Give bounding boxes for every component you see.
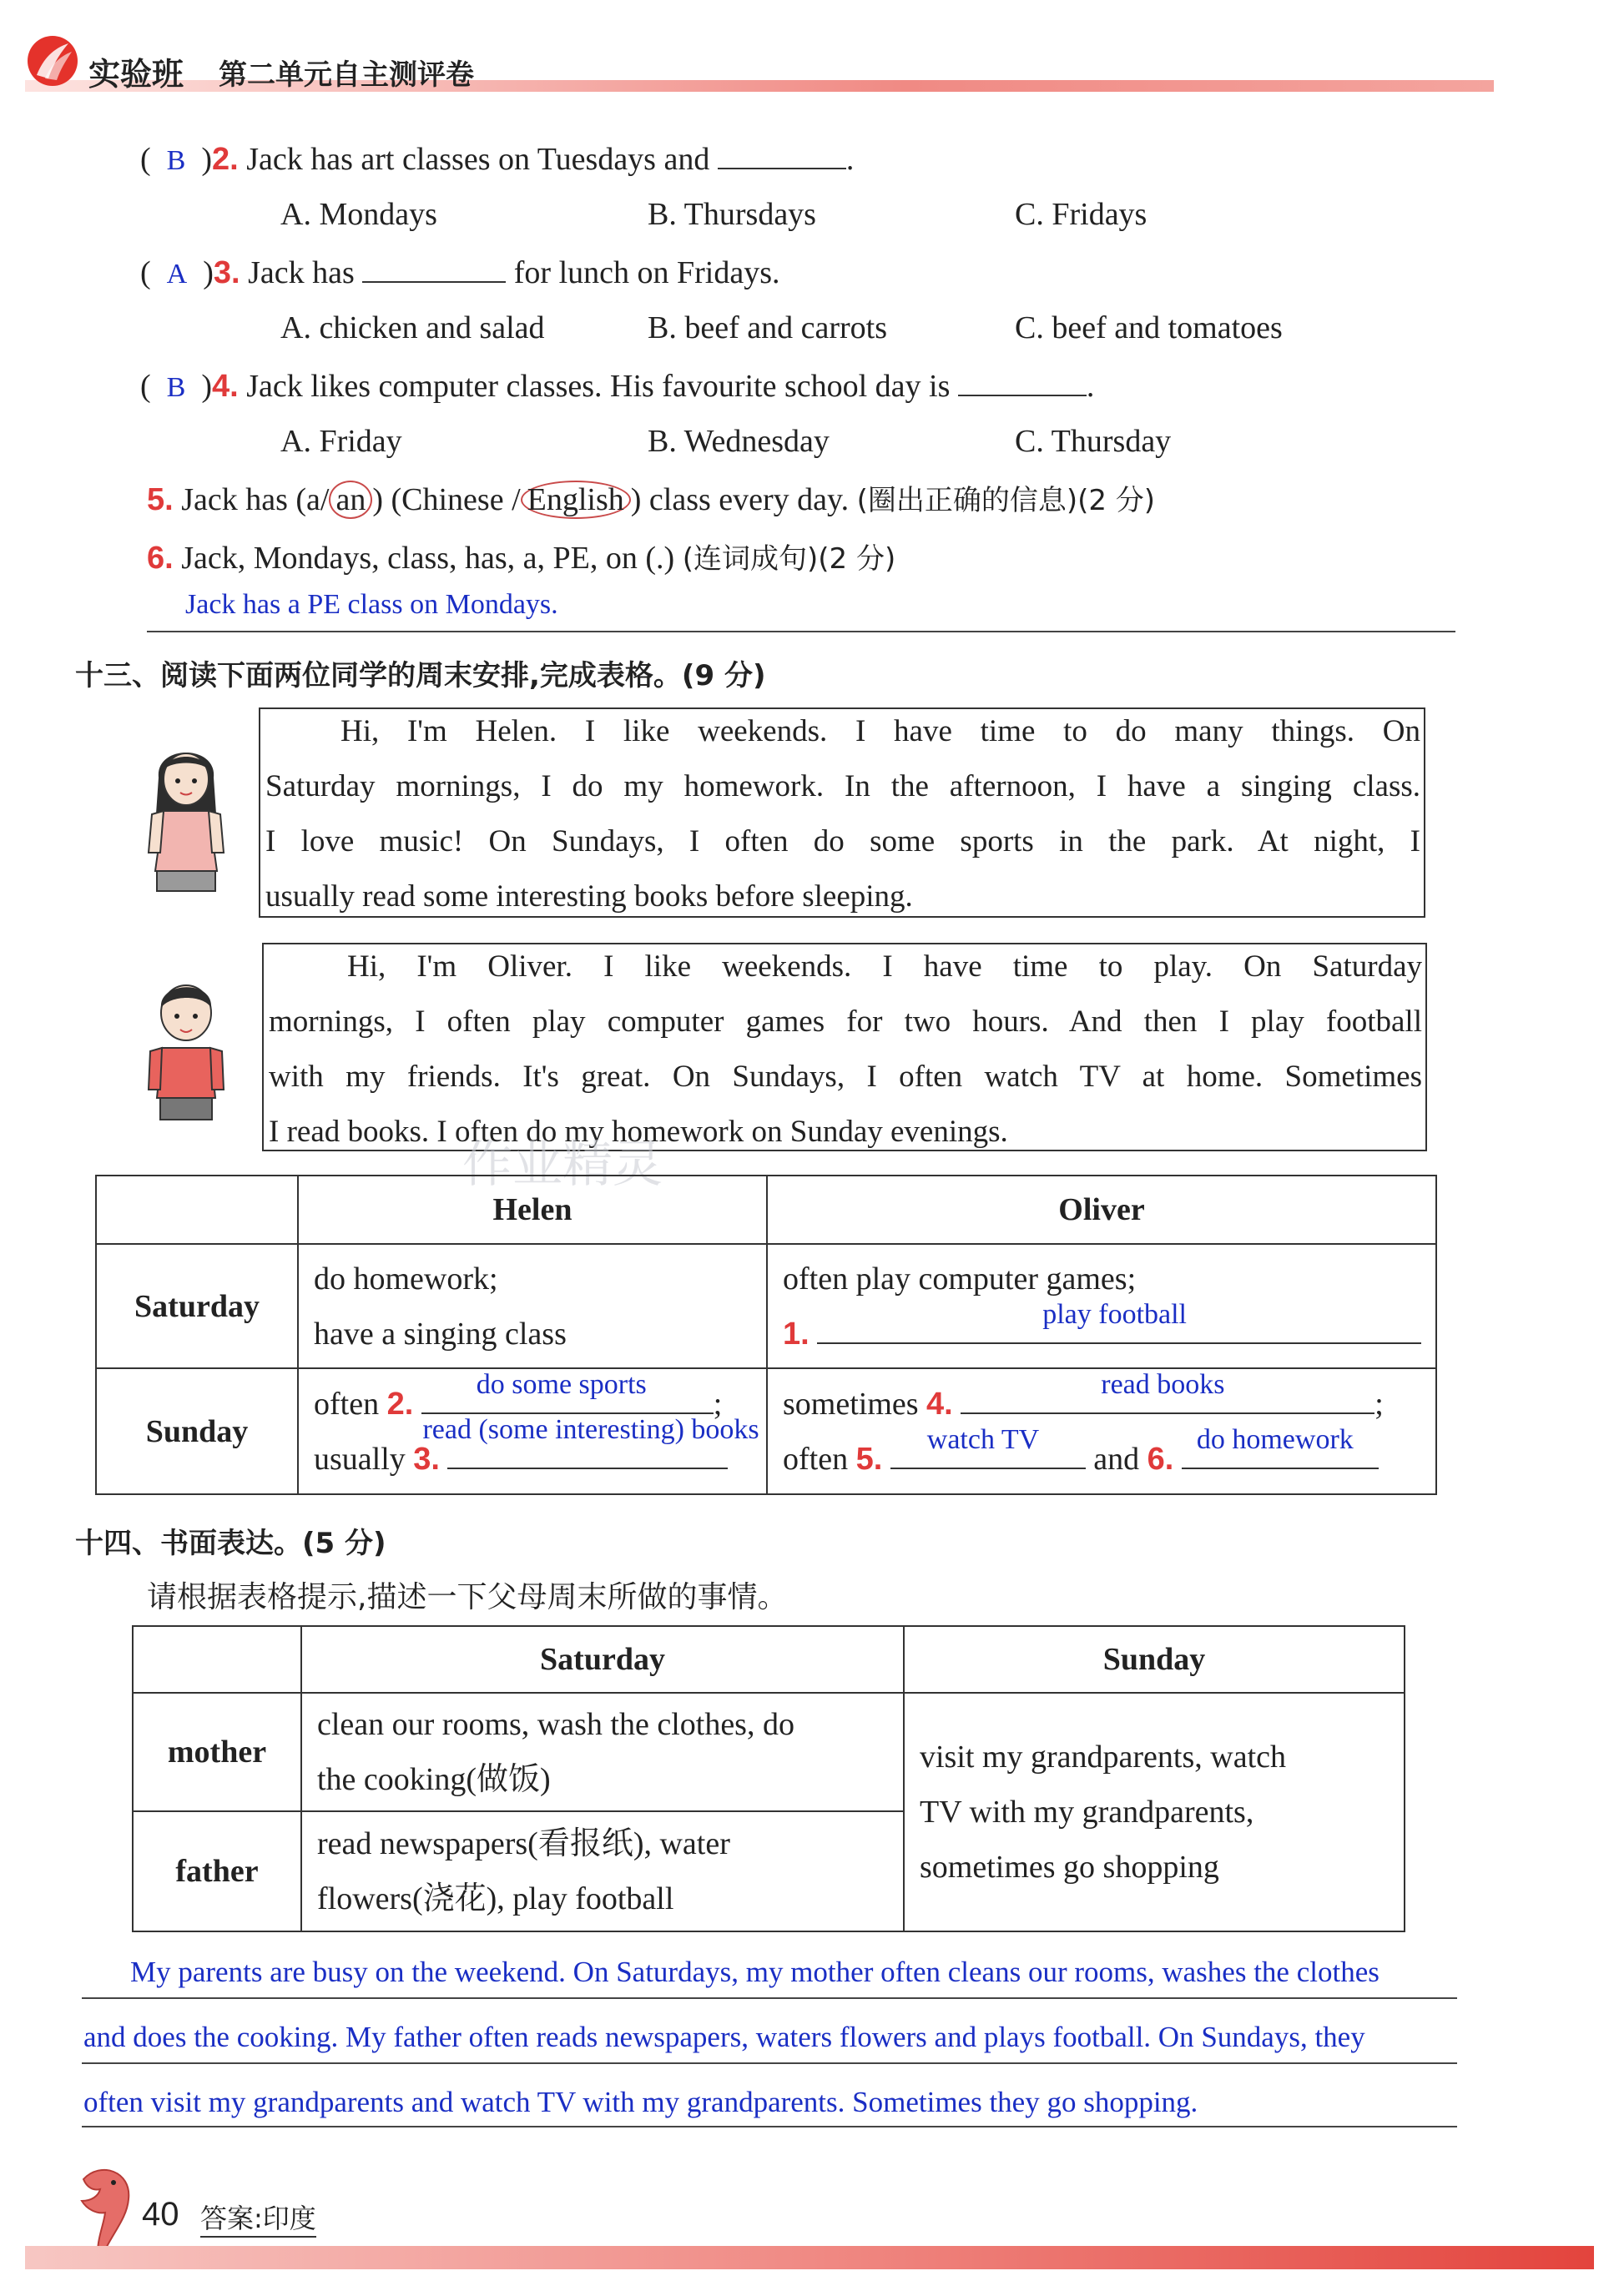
helen-line-1: Hi, I'm Helen. I like weekends. I have time to do many things. On — [340, 714, 1420, 748]
mother-sat-line-1: clean our rooms, wash the clothes, do — [317, 1707, 794, 1742]
weekend-table-corner — [96, 1176, 298, 1244]
sometimes-label: sometimes — [783, 1386, 919, 1422]
oliver-illustration — [140, 964, 232, 1123]
answer-5: watch TV — [926, 1423, 1040, 1455]
oliver-passage — [269, 939, 1422, 1160]
q2-post: . — [845, 142, 855, 177]
q4-blank — [958, 395, 1087, 396]
brand-logo-icon — [25, 33, 80, 88]
blank-5 — [890, 1423, 1086, 1469]
helen-line-4: usually read some interesting books before sleeping. — [265, 879, 913, 914]
col-helen: Helen — [298, 1176, 767, 1244]
helen-sun-line-1: often 2. do some sports ; — [314, 1368, 723, 1422]
question-5 — [147, 484, 1155, 516]
question-6 — [147, 542, 895, 574]
page-number: 40 — [142, 2196, 179, 2233]
q6-text: Jack, Mondays, class, has, a, PE, on (.) — [181, 541, 675, 576]
blank-4-number: 4. — [926, 1386, 953, 1422]
row-saturday: Saturday — [96, 1244, 298, 1368]
blank-1 — [817, 1298, 1421, 1344]
question-3: ( A )3. Jack has for lunch on Fridays. — [140, 255, 780, 290]
helen-line-3: I love music! On Sundays, I often do some sports in the park. At night, I — [265, 824, 1420, 858]
q6-answer: Jack has a PE class on Mondays. — [185, 589, 558, 620]
mother-saturday-cell — [301, 1693, 904, 1811]
oliver-line-4: I read books. I often do my homework on Sunday evenings. — [269, 1115, 1008, 1149]
oliver-sun-line-1: sometimes 4. read books ; — [783, 1368, 1384, 1422]
answer-4: read books — [1101, 1368, 1225, 1400]
composition-line-2: and does the cooking. My father often reads newspapers, waters flowers and plays football. On Sundays, they — [83, 2021, 1365, 2053]
oliver-sunday-cell — [767, 1368, 1436, 1494]
helen-saturday-cell — [298, 1244, 767, 1368]
often2-label: often — [783, 1441, 849, 1477]
answer-3: read (some interesting) books — [422, 1413, 759, 1445]
helen-sat-line-2: have a singing class — [314, 1316, 567, 1352]
section-14-instruction: 请根据表格提示,描述一下父母周末所做的事情。 — [147, 1580, 788, 1614]
q3-option-b: B. beef and carrots — [648, 310, 887, 345]
blank-2-number: 2. — [386, 1386, 414, 1422]
and-label: and — [1093, 1441, 1140, 1477]
father-sat-line-1: read newspapers(看报纸), water — [317, 1826, 730, 1861]
blank-1-number: 1. — [783, 1316, 810, 1352]
oliver-sun-line-2 — [783, 1423, 1435, 1487]
usually-label: usually — [314, 1441, 406, 1477]
sun-line-1: visit my grandparents, watch — [920, 1740, 1287, 1775]
composition-line-3: often visit my grandparents and watch TV with my grandparents. Sometimes they go shopping. — [83, 2086, 1198, 2118]
q4-option-b: B. Wednesday — [648, 424, 830, 459]
composition-rule-1 — [82, 1997, 1457, 1999]
parents-table — [132, 1625, 1405, 1932]
q4-option-c: C. Thursday — [1015, 424, 1172, 459]
blank-3-number: 3. — [413, 1441, 440, 1477]
q6-number: 6. — [147, 541, 174, 576]
answer-6: do homework — [1196, 1423, 1354, 1455]
q4-post: . — [1086, 369, 1095, 404]
row-sunday: Sunday — [96, 1368, 298, 1494]
mother-sat-line-2: the cooking(做饭) — [317, 1762, 551, 1797]
section-14-title: 十四、书面表达。(5 分) — [75, 1527, 386, 1560]
sun-line-3: sometimes go shopping — [920, 1850, 1219, 1885]
oliver-saturday-cell — [767, 1244, 1436, 1368]
q3-option-a: A. chicken and salad — [280, 310, 545, 345]
father-saturday-cell — [301, 1811, 904, 1931]
oliver-sat-line-2 — [783, 1298, 1435, 1362]
q2-number: 2. — [212, 142, 239, 177]
col-oliver: Oliver — [767, 1176, 1436, 1244]
composition-rule-3 — [82, 2126, 1457, 2127]
question-4: ( B )4. Jack likes computer classes. His favourite school day is . — [140, 369, 1095, 404]
q5-circled-an: an — [329, 481, 372, 519]
answer-1: play football — [1042, 1298, 1187, 1330]
row-father: father — [133, 1811, 301, 1931]
col-sunday: Sunday — [904, 1626, 1405, 1693]
q2-option-b: B. Thursdays — [648, 197, 816, 232]
composition-line-1: My parents are busy on the weekend. On Saturdays, my mother often cleans our rooms, washes the clothes — [130, 1956, 1380, 1988]
q5-text-1: Jack has (a/ — [181, 482, 330, 517]
q5-circled-english: English — [521, 481, 631, 519]
parents-table-corner — [133, 1626, 301, 1693]
sun-line-2: TV with my grandparents, — [920, 1795, 1254, 1830]
oliver-line-1: Hi, I'm Oliver. I like weekends. I have time to play. On Saturday — [347, 949, 1422, 984]
q5-number: 5. — [147, 482, 174, 517]
q4-option-a: A. Friday — [280, 424, 402, 459]
weekend-table — [95, 1175, 1437, 1495]
helen-sunday-cell — [298, 1368, 767, 1494]
q3-blank — [362, 281, 506, 283]
answer-2: do some sports — [476, 1368, 647, 1400]
blank-6 — [1182, 1423, 1379, 1469]
composition-rule-2 — [82, 2062, 1457, 2064]
q5-instruction: (圈出正确的信息)(2 分) — [856, 484, 1156, 517]
q3-option-c: C. beef and tomatoes — [1015, 310, 1283, 345]
helen-sun-line-2 — [314, 1413, 766, 1487]
helen-line-2: Saturday mornings, I do my homework. In the afternoon, I have a singing class. — [265, 769, 1420, 803]
oliver-line-2: mornings, I often play computer games for two hours. And then I play football — [269, 1004, 1422, 1039]
blank-3 — [422, 1413, 759, 1469]
q3-number: 3. — [213, 255, 240, 290]
question-2: ( B )2. Jack has art classes on Tuesdays and . — [140, 142, 855, 177]
q3-post: for lunch on Fridays. — [513, 255, 780, 290]
answer-label: 答案:印度 — [200, 2198, 316, 2238]
answer-q2: B — [166, 145, 186, 176]
q2-text: Jack has art classes on Tuesdays and — [246, 142, 710, 177]
q5-text-3: ) class every day. — [630, 482, 850, 517]
helen-sat-line-1: do homework; — [314, 1261, 498, 1297]
blank-6-number: 6. — [1147, 1441, 1174, 1477]
q2-blank — [718, 168, 846, 169]
sunday-cell — [904, 1693, 1405, 1931]
section-13-title: 十三、阅读下面两位同学的周末安排,完成表格。(9 分) — [75, 659, 766, 692]
q2-option-c: C. Fridays — [1015, 197, 1147, 232]
q6-answer-line — [147, 631, 1455, 632]
col-saturday: Saturday — [301, 1626, 904, 1693]
q2-option-a: A. Mondays — [280, 197, 437, 232]
often-label: often — [314, 1386, 380, 1422]
oliver-line-3: with my friends. It's great. On Sundays, I often watch TV at home. Sometimes — [269, 1060, 1422, 1094]
brand-label: 实验班 — [88, 56, 184, 93]
page-title: 第二单元自主测评卷 — [219, 58, 474, 92]
watermark: 作业精灵 — [462, 1135, 663, 1194]
oliver-sat-line-1: often play computer games; — [783, 1261, 1137, 1297]
answer-q4: B — [166, 372, 186, 403]
row-mother: mother — [133, 1693, 301, 1811]
q4-number: 4. — [212, 369, 239, 404]
footer-band — [25, 2246, 1594, 2269]
blank-5-number: 5. — [855, 1441, 883, 1477]
helen-passage — [265, 704, 1420, 924]
q6-instruction: (连词成句)(2 分) — [682, 542, 896, 576]
q4-text: Jack likes computer classes. His favourite school day is — [246, 369, 951, 404]
answer-q3: A — [166, 259, 188, 290]
q5-text-2: ) (Chinese / — [372, 482, 521, 517]
father-sat-line-2: flowers(浇花), play football — [317, 1881, 674, 1916]
helen-illustration — [140, 728, 232, 894]
q3-text: Jack has — [248, 255, 355, 290]
